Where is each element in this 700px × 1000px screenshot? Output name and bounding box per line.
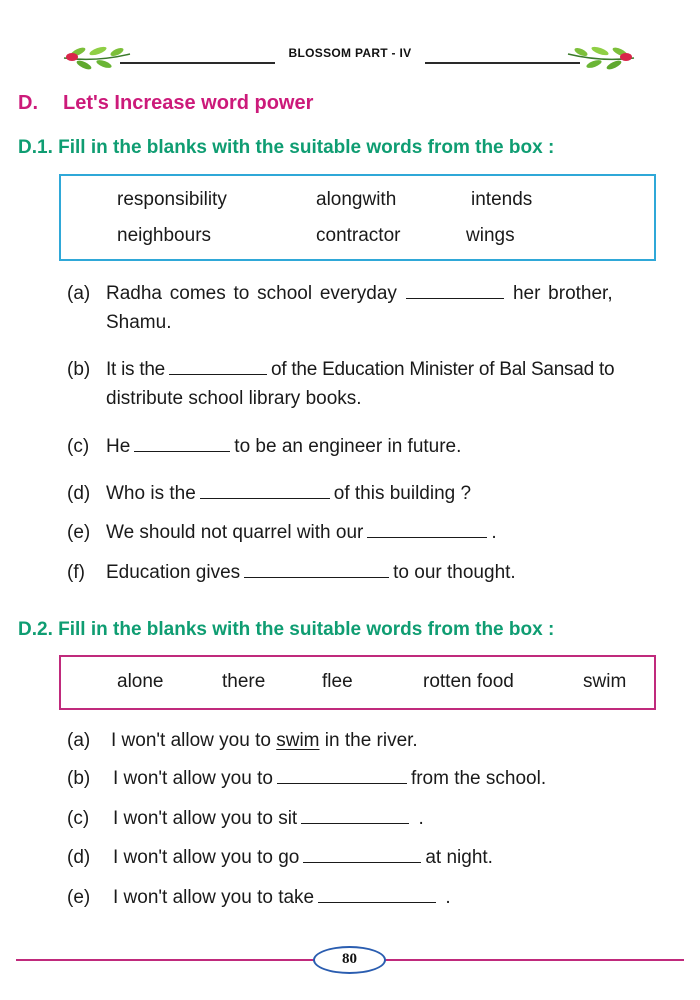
question-text-before: Education gives [106,562,241,583]
question-item [67,843,687,873]
question-text-before: I won't allow you to [113,768,273,789]
question-text [106,558,516,587]
box-word: rotten food [423,671,514,692]
question-label: (e) [67,887,91,908]
section-number: D. [18,92,38,114]
part1-instruction: D.1. Fill in the blanks with the suitable words from the box : [18,137,555,158]
question-text-after: of this building ? [333,483,472,504]
question-item [67,804,687,834]
section-title: Let's Increase word power [63,92,314,114]
answer-blank[interactable] [303,844,421,863]
question-item [67,432,687,462]
question-label: (a) [67,730,91,751]
question-text-after: in the river. [324,730,418,751]
question-label: (b) [67,768,91,789]
question-text [111,726,418,755]
box-word: responsibility [117,189,227,210]
question-label: (c) [67,436,90,457]
box-word: contractor [316,225,401,246]
question-text-after: her brother, [512,283,613,304]
question-label: (b) [67,359,91,380]
question-text-before: I won't allow you to [111,730,271,751]
question-text-after: . [445,887,451,908]
question-text-after: to be an engineer in future. [234,436,462,457]
header-rule-left [120,62,275,64]
box-word: alongwith [316,189,397,210]
question-text-after: at night. [425,847,493,868]
question-item [67,355,687,415]
question-text [113,883,451,912]
question-text-after: from the school. [410,768,547,789]
footer-rule-right [384,959,684,961]
answer-blank[interactable] [134,433,230,452]
box-word: there [222,671,266,692]
question-text-after: . [418,808,424,829]
question-item [67,883,687,913]
answer-blank[interactable] [244,559,389,578]
answer-blank[interactable] [301,805,409,824]
question-text-before: We should not quarrel with our [106,522,364,543]
question-text [106,479,471,508]
question-item [67,518,687,548]
question-item [67,279,687,339]
answer-blank[interactable] [406,280,504,299]
box-word: flee [322,671,353,692]
question-item [67,764,687,794]
question-label: (d) [67,847,91,868]
question-label: (a) [67,283,91,304]
answer-blank[interactable] [277,765,407,784]
question-text [113,804,424,833]
box-word: intends [471,189,533,210]
answer-filled: swim [276,730,320,751]
answer-blank[interactable] [318,884,436,903]
question-label: (e) [67,522,91,543]
question-text-before: Radha comes to school everyday [106,283,397,304]
question-text [106,355,614,384]
question-label: (c) [67,808,90,829]
box-word: neighbours [117,225,212,246]
question-text [113,843,493,872]
question-text-after: of the Education Minister of Bal Sansad to [271,359,615,380]
question-text-before: I won't allow you to take [113,887,315,908]
question-text [106,279,613,308]
question-text-after: to our thought. [393,562,516,583]
header-rule-right [425,62,580,64]
question-text-before: Who is the [106,483,196,504]
question-text [106,432,461,461]
question-text-continued: distribute school library books. [106,388,362,409]
question-item [67,726,687,756]
page-number: 80 [313,946,386,974]
question-text-before: It is the [106,359,165,380]
question-text [113,764,546,793]
answer-blank[interactable] [367,519,487,538]
header-title: BLOSSOM PART - IV [288,46,412,60]
question-label: (f) [67,562,85,583]
question-item [67,558,687,588]
part2-instruction: D.2. Fill in the blanks with the suitable words from the box : [18,619,555,640]
question-text [106,518,497,547]
box-word: wings [466,225,515,246]
answer-blank[interactable] [200,480,330,499]
question-label: (d) [67,483,91,504]
section-heading [18,92,313,115]
question-text-after: . [491,522,497,543]
word-box-1 [59,174,656,261]
question-item [67,479,687,509]
question-text-continued: Shamu. [106,312,172,333]
box-word: alone [117,671,164,692]
footer-rule-left [16,959,316,961]
question-text-before: I won't allow you to sit [113,808,298,829]
question-text-before: He [106,436,131,457]
answer-blank[interactable] [169,356,267,375]
question-text-before: I won't allow you to go [113,847,300,868]
box-word: swim [583,671,627,692]
right-flower-sprig-icon [566,40,636,72]
